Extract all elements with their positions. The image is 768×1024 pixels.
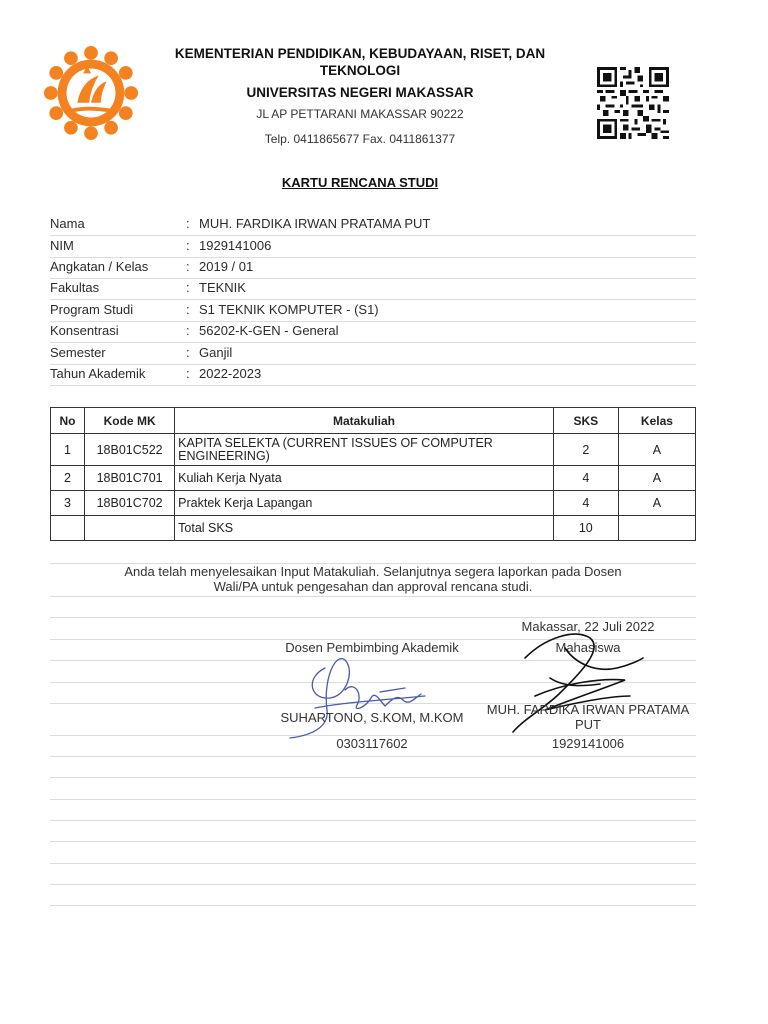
info-value: 2022-2023	[199, 366, 262, 381]
info-row-tahun-akademik	[50, 363, 696, 384]
info-value: TEKNIK	[199, 280, 246, 295]
info-label: Angkatan / Kelas	[50, 259, 149, 274]
cell-kode: 18B01C522	[85, 434, 175, 466]
info-label: NIM	[50, 238, 74, 253]
notice-text: Anda telah menyelesaikan Input Matakuliah. Selanjutnya segera laporkan pada Dosen	[124, 564, 622, 579]
advisor-signature-icon	[285, 650, 435, 742]
student-id: 1929141006	[551, 736, 625, 751]
cell-kode: 18B01C702	[85, 491, 175, 516]
info-label: Semester	[50, 345, 106, 360]
university-address: JL AP PETTARANI MAKASSAR 90222	[256, 107, 464, 121]
cell-empty	[85, 516, 175, 541]
advisor-id: 0303117602	[336, 736, 408, 751]
info-value: 56202-K-GEN - General	[199, 323, 339, 338]
col-header-kode: Kode MK	[85, 408, 175, 434]
cell-matakuliah: Kuliah Kerja Nyata	[175, 466, 554, 491]
info-row-nim	[50, 235, 696, 256]
info-label: Nama	[50, 216, 85, 231]
document-title: KARTU RENCANA STUDI	[281, 175, 439, 190]
total-sks-value: 10	[553, 516, 618, 541]
info-colon: :	[186, 238, 190, 253]
cell-sks: 4	[553, 466, 618, 491]
student-name: MUH. FARDIKA IRWAN PRATAMA	[486, 702, 690, 717]
col-header-kelas: Kelas	[618, 408, 695, 434]
info-label: Program Studi	[50, 302, 134, 317]
col-header-matakuliah: Matakuliah	[175, 408, 554, 434]
info-colon: :	[186, 302, 190, 317]
place-date: Makassar, 22 Juli 2022	[521, 619, 655, 634]
info-row-fakultas	[50, 277, 696, 298]
cell-kode: 18B01C701	[85, 466, 175, 491]
advisor-name: SUHARTONO, S.KOM, M.KOM	[280, 710, 464, 725]
info-value: 2019 / 01	[199, 259, 254, 274]
table-total-row	[51, 516, 696, 541]
info-value: Ganjil	[199, 345, 233, 360]
info-value: S1 TEKNIK KOMPUTER - (S1)	[199, 302, 379, 317]
total-sks-label: Total SKS	[175, 516, 554, 541]
cell-matakuliah: Praktek Kerja Lapangan	[175, 491, 554, 516]
info-colon: :	[186, 259, 190, 274]
info-label: Fakultas	[50, 280, 100, 295]
info-colon: :	[186, 323, 190, 338]
university-name: UNIVERSITAS NEGERI MAKASSAR	[246, 85, 474, 100]
info-label: Tahun Akademik	[50, 366, 146, 381]
info-colon: :	[186, 366, 190, 381]
info-colon: :	[186, 280, 190, 295]
cell-empty	[618, 516, 695, 541]
info-row-nama	[50, 213, 696, 234]
cell-kelas: A	[618, 434, 695, 466]
info-row-semester	[50, 342, 696, 363]
qr-code-icon	[597, 67, 669, 139]
info-value: 1929141006	[199, 238, 272, 253]
cell-kelas: A	[618, 491, 695, 516]
table-row	[51, 434, 696, 466]
info-row-program-studi	[50, 299, 696, 320]
info-row-konsentrasi	[50, 320, 696, 341]
info-value: MUH. FARDIKA IRWAN PRATAMA PUT	[199, 216, 431, 231]
cell-no: 1	[51, 434, 85, 466]
info-row-angkatan	[50, 256, 696, 277]
student-role: Mahasiswa	[555, 640, 621, 655]
table-row	[51, 466, 696, 491]
cell-empty	[51, 516, 85, 541]
ministry-title: KEMENTERIAN PENDIDIKAN, KEBUDAYAAN, RISET, DAN	[174, 46, 546, 61]
matakuliah-line: ENGINEERING)	[178, 448, 270, 463]
matakuliah-line: KAPITA SELEKTA (CURRENT ISSUES OF COMPUTER	[178, 435, 493, 450]
info-label: Konsentrasi	[50, 323, 119, 338]
col-header-sks: SKS	[553, 408, 618, 434]
cell-sks: 4	[553, 491, 618, 516]
advisor-role: Dosen Pembimbing Akademik	[285, 640, 459, 655]
cell-sks: 2	[553, 434, 618, 466]
cell-no: 3	[51, 491, 85, 516]
course-table	[50, 407, 696, 541]
col-header-no: No	[51, 408, 85, 434]
table-row	[51, 491, 696, 516]
info-colon: :	[186, 216, 190, 231]
student-name-cont: PUT	[575, 717, 601, 732]
university-phone: Telp. 0411865677 Fax. 0411861377	[264, 132, 456, 146]
info-colon: :	[186, 345, 190, 360]
cell-matakuliah	[175, 434, 554, 466]
cell-kelas: A	[618, 466, 695, 491]
notice-text-cont: Wali/PA untuk pengesahan dan approval rencana studi.	[213, 579, 533, 594]
cell-no: 2	[51, 466, 85, 491]
table-header-row	[51, 408, 696, 434]
ministry-title-cont: TEKNOLOGI	[319, 63, 401, 78]
university-logo-icon	[42, 44, 140, 142]
